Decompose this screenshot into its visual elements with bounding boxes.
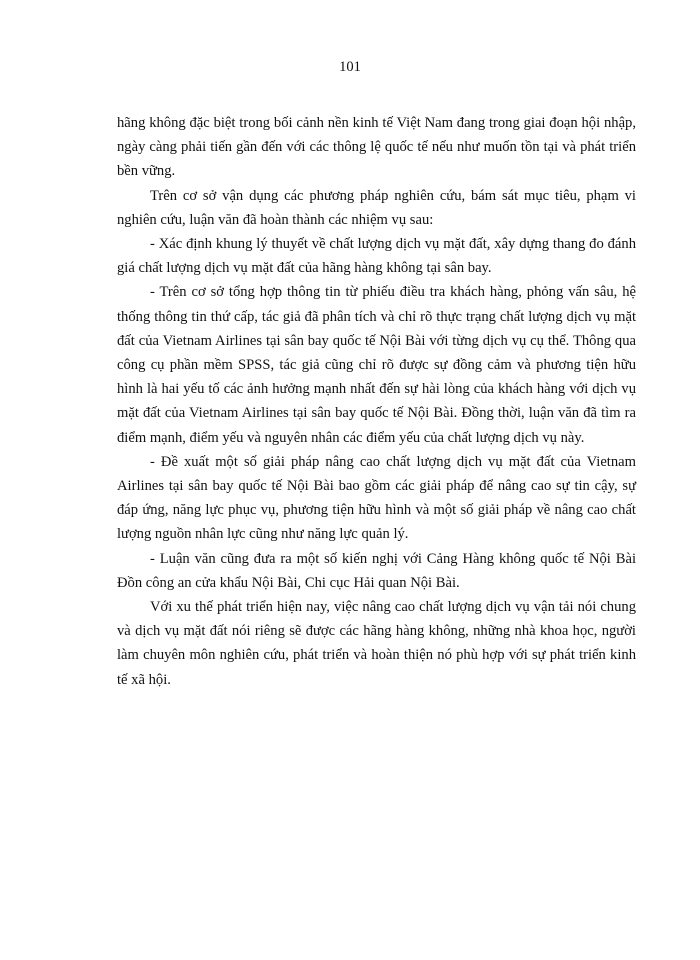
paragraph-task-solutions: - Đề xuất một số giải pháp nâng cao chất lượng dịch vụ mặt đất của Vietnam Airlines tại sân bay quốc tế Nội Bài bao gồm các giải pháp để nâng cao sự tin cậy, sự đáp ứng, năng lực phục vụ, phương tiện hữu hình và một số giải pháp về nâng cao chất lượng nguồn nhân lực cũng như năng lực quản lý. [117,453,636,543]
page-number: 101 [339,59,361,75]
paragraph-task-analysis: - Trên cơ sở tổng hợp thông tin từ phiếu điều tra khách hàng, phỏng vấn sâu, hệ thống thông tin thứ cấp, tác giả đã phân tích và chỉ rõ thực trạng chất lượng dịch vụ mặt đất của Vietnam Airlines tại sân bay quốc tế Nội Bài với từng dịch vụ cụ thể. Thông qua công cụ phần mềm SPSS, tác giả cũng chỉ rõ được sự đồng cảm và phương tiện hữu hình là hai yếu tố các ảnh hưởng mạnh nhất đến sự hài lòng của khách hàng với dịch vụ mặt đất của Vietnam Airlines tại sân bay quốc tế Nội Bài. Đồng thời, luận văn đã tìm ra điểm mạnh, điểm yếu và nguyên nhân các điểm yếu của chất lượng dịch vụ này. [117,284,636,446]
document-body [117,111,636,692]
paragraph-task-recommendations: - Luận văn cũng đưa ra một số kiến nghị với Cảng Hàng không quốc tế Nội Bài Đồn công an cửa khẩu Nội Bài, Chi cục Hải quan Nội Bài. [117,550,636,591]
paragraph-tasks-intro: Trên cơ sở vận dụng các phương pháp nghiên cứu, bám sát mục tiêu, phạm vi nghiên cứu, luận văn đã hoàn thành các nhiệm vụ sau: [117,187,636,228]
paragraph-continuation: hãng không đặc biệt trong bối cảnh nền kinh tế Việt Nam đang trong giai đoạn hội nhập, ngày càng phải tiến gần đến với các thông lệ quốc tế nếu như muốn tồn tại và phát triển bền vững. [117,115,636,180]
paragraph-conclusion: Với xu thế phát triển hiện nay, việc nâng cao chất lượng dịch vụ vận tải nói chung và dịch vụ mặt đất nói riêng sẽ được các hãng hàng không, những nhà khoa học, người làm chuyên môn nghiên cứu, phát triển và hoàn thiện nó phù hợp với sự phát triển kinh tế xã hội. [117,599,636,688]
paragraph-task-framework: - Xác định khung lý thuyết về chất lượng dịch vụ mặt đất, xây dựng thang đo đánh giá chất lượng dịch vụ mặt đất của hãng hàng không tại sân bay. [117,236,636,277]
